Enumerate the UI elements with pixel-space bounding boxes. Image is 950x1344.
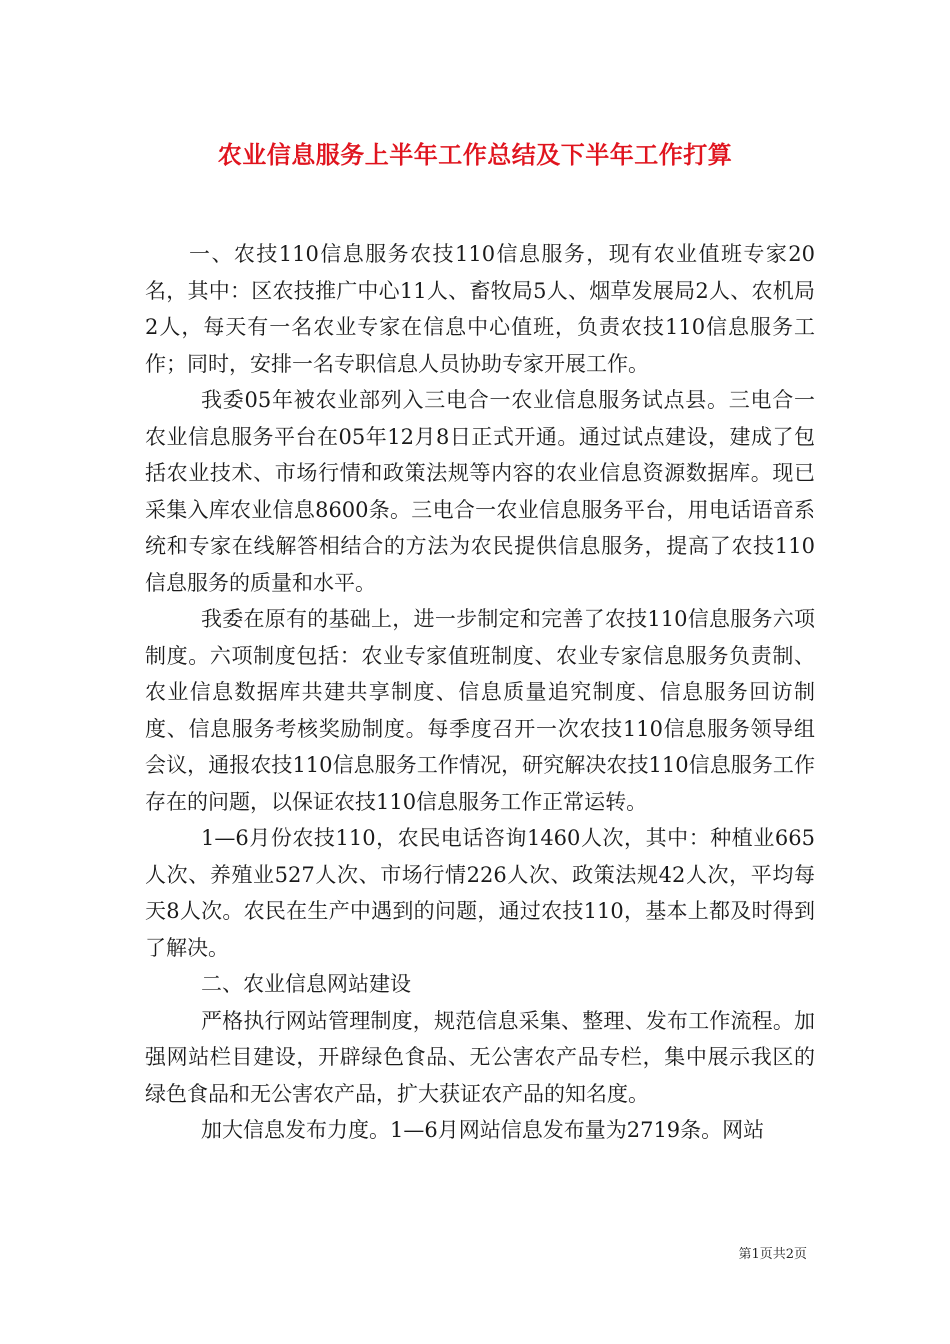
paragraph-3: 我委在原有的基础上，进一步制定和完善了农技110信息服务六项制度。六项制度包括：农业专家值班制度、农业专家信息服务负责制、农业信息数据库共建共享制度、信息质量追究制度、信息服务回访制度、信息服务考核奖励制度。每季度召开一次农技110信息服务领导组会议，通报农技110信息服务工作情况，研究解决农技110信息服务工作存在的问题，以保证农技110信息服务工作正常运转。 [145, 607, 815, 814]
document-title: 农业信息服务上半年工作总结及下半年工作打算 [217, 140, 733, 169]
page-number-footer: 第1页共2页 [738, 1247, 807, 1262]
section-heading-2: 二、农业信息网站建设 [201, 972, 411, 996]
paragraph-5: 严格执行网站管理制度，规范信息采集、整理、发布工作流程。加强网站栏目建设，开辟绿色食品、无公害农产品专栏，集中展示我区的绿色食品和无公害农产品，扩大获证农产品的知名度。 [145, 1008, 815, 1106]
paragraph-6: 加大信息发布力度。1—6月网站信息发布量为2719条。网站 [201, 1118, 765, 1142]
document-body [145, 236, 815, 1149]
paragraph-2: 我委05年被农业部列入三电合一农业信息服务试点县。三电合一农业信息服务平台在05年12月8日正式开通。通过试点建设，建成了包括农业技术、市场行情和政策法规等内容的农业信息资源数据库。现已采集入库农业信息8600条。三电合一农业信息服务平台，用电话语音系统和专家在线解答相结合的方法为农民提供信息服务，提高了农技110信息服务的质量和水平。 [145, 388, 815, 595]
paragraph-4: 1—6月份农技110，农民电话咨询1460人次，其中：种植业665人次、养殖业527人次、市场行情226人次、政策法规42人次，平均每天8人次。农民在生产中遇到的问题，通过农技110，基本上都及时得到了解决。 [145, 826, 815, 960]
paragraph-1: 一、农技110信息服务农技110信息服务，现有农业值班专家20名，其中：区农技推广中心11人、畜牧局5人、烟草发展局2人、农机局2人，每天有一名农业专家在信息中心值班，负责农技110信息服务工作；同时，安排一名专职信息人员协助专家开展工作。 [145, 242, 815, 376]
